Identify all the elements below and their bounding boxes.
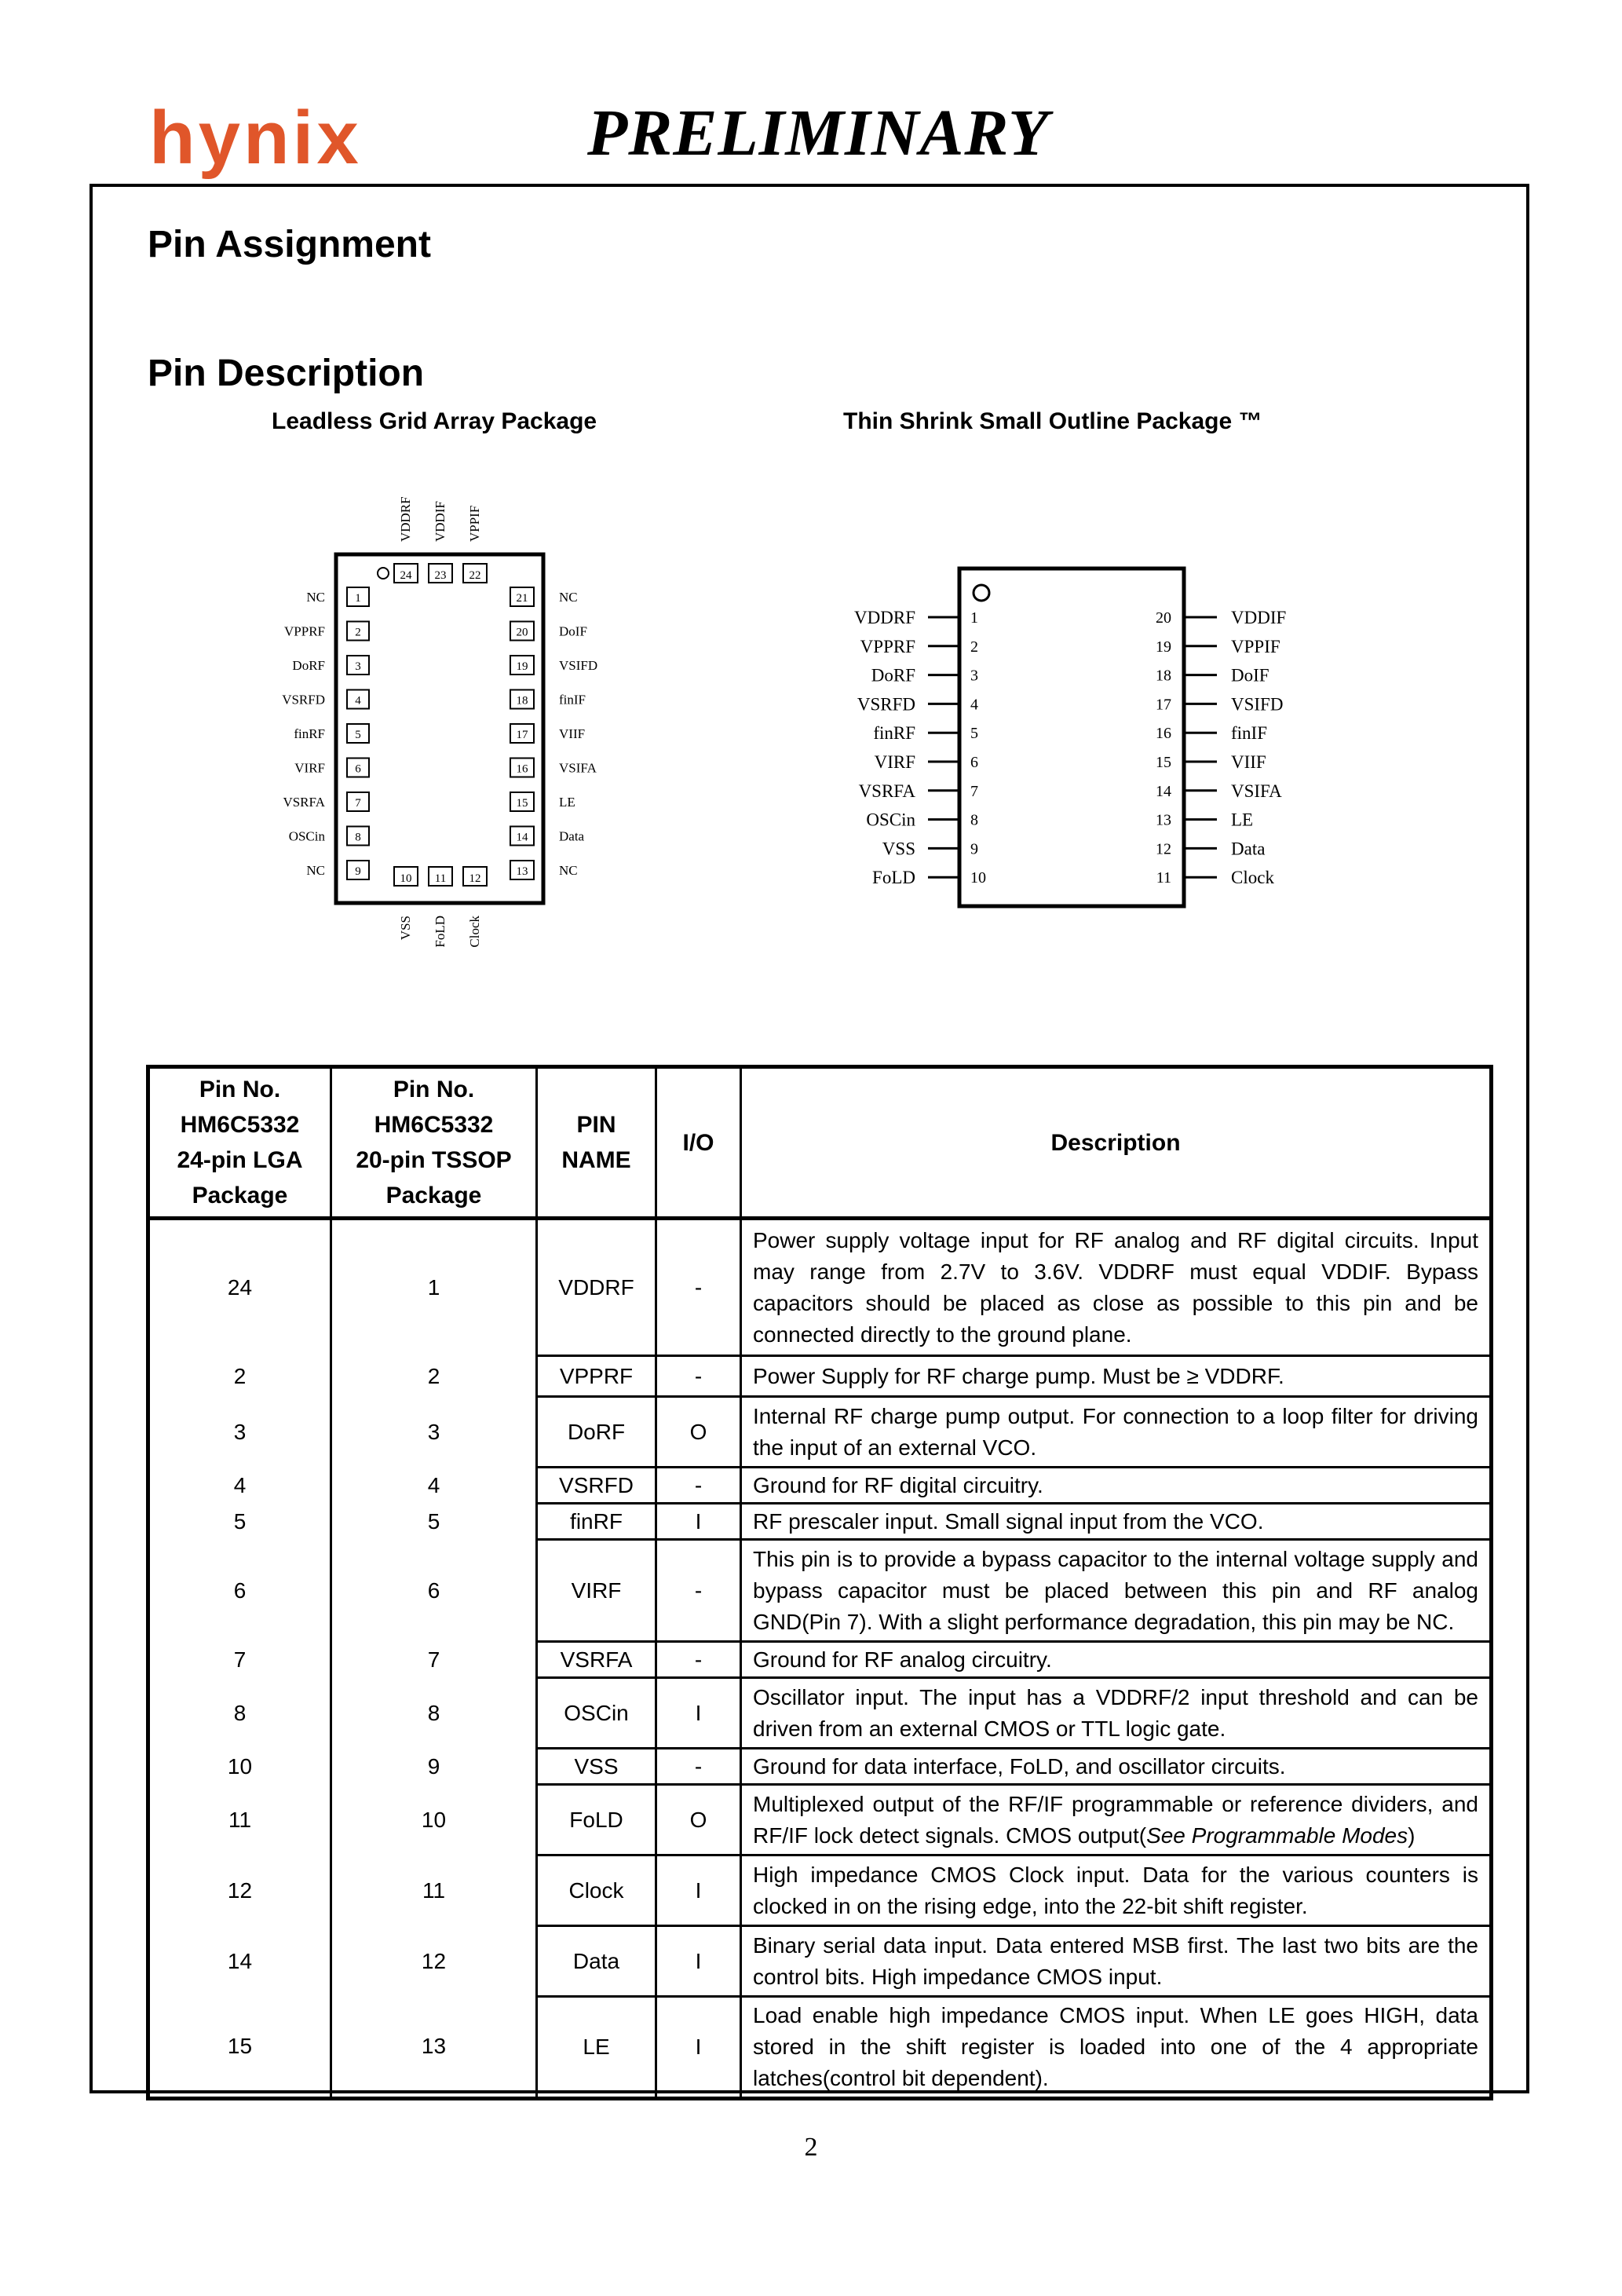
lga-pin-number: 14 <box>516 831 528 844</box>
lga-right-label: NC <box>559 590 578 605</box>
lga-right-label: VSIFA <box>559 760 597 776</box>
tssop-left-label: VPPRF <box>860 636 915 656</box>
table-row <box>148 1356 1492 1397</box>
pin-lga-cell: 10 <box>148 1749 331 1785</box>
pin-io-cell: O <box>656 1397 741 1468</box>
pin-tssop-cell: 12 <box>331 1926 537 1997</box>
tssop-pin-number: 5 <box>970 725 978 743</box>
lga-pin-number: 5 <box>355 729 361 741</box>
lga-top-label: VDDRF <box>398 496 413 542</box>
pin-lga-cell: 6 <box>148 1540 331 1642</box>
lga-left-label: finRF <box>294 726 325 741</box>
pin-description-cell: Ground for data interface, FoLD, and oscillator circuits. <box>741 1749 1492 1785</box>
lga-left-label: DoRF <box>292 658 325 673</box>
table-row <box>148 1749 1492 1785</box>
table-row <box>148 1219 1492 1356</box>
pin-lga-cell: 8 <box>148 1678 331 1749</box>
pin-io-cell: - <box>656 1749 741 1785</box>
tssop-pin-number: 19 <box>1156 638 1171 656</box>
lga-right-label: finIF <box>559 692 586 707</box>
pin-io-cell: I <box>656 1855 741 1926</box>
tssop-right-label: finIF <box>1231 723 1267 744</box>
tssop-left-label: finRF <box>873 723 915 744</box>
tssop-pin-number: 13 <box>1156 811 1171 829</box>
header-lga-pin: Pin No. HM6C5332 24-pin LGA Package <box>148 1067 331 1219</box>
header-io: I/O <box>656 1067 741 1219</box>
lga-pin-number: 1 <box>355 592 361 605</box>
lga-left-label: NC <box>306 590 325 605</box>
pin-lga-cell: 15 <box>148 1997 331 2099</box>
lga-right-label: NC <box>559 863 578 878</box>
pin-lga-cell: 12 <box>148 1855 331 1926</box>
tssop-right-label: VSIFA <box>1231 781 1282 801</box>
lga-package-title: Leadless Grid Array Package <box>272 408 597 434</box>
lga-left-label: VPPRF <box>284 623 325 639</box>
lga-pin-number: 17 <box>516 729 528 741</box>
tssop-left-label: VDDRF <box>854 608 915 627</box>
lga-right-label: Data <box>559 828 585 844</box>
lga-right-label: VSIFD <box>559 658 598 673</box>
pin-name-cell: VDDRF <box>537 1219 656 1356</box>
page-number: 2 <box>804 2133 818 2162</box>
pin-io-cell: I <box>656 1926 741 1997</box>
pin-tssop-cell: 9 <box>331 1749 537 1785</box>
pin-lga-cell: 11 <box>148 1785 331 1855</box>
lga-left-label: NC <box>306 863 325 878</box>
lga-right-label: LE <box>559 795 575 810</box>
lga-left-label: OSCin <box>288 828 325 844</box>
pin-io-cell: - <box>656 1356 741 1397</box>
tssop-left-label: VSRFD <box>857 694 915 715</box>
tssop-pin-number: 15 <box>1156 754 1171 771</box>
pin-description-heading: Pin Description <box>148 353 425 394</box>
pin-name-cell: LE <box>537 1997 656 2099</box>
tssop-pin-number: 8 <box>970 811 978 829</box>
lga-pin-number: 2 <box>355 626 361 639</box>
table-row <box>148 1997 1492 2099</box>
pin-name-cell: VPPRF <box>537 1356 656 1397</box>
pin-tssop-cell: 11 <box>331 1855 537 1926</box>
header-description: Description <box>741 1067 1492 1219</box>
tssop-package-title: Thin Shrink Small Outline Package ™ <box>843 408 1262 434</box>
pin-name-cell: DoRF <box>537 1397 656 1468</box>
lga-pin-number: 7 <box>355 797 361 810</box>
pin-lga-cell: 7 <box>148 1642 331 1678</box>
tssop-pin-number: 1 <box>970 609 978 627</box>
lga-bottom-label: VSS <box>398 916 413 941</box>
lga-pin-number: 23 <box>434 569 447 582</box>
lga-pin-number: 19 <box>516 660 528 673</box>
lga-pin-number: 3 <box>355 660 361 673</box>
tssop-left-label: FoLD <box>872 868 915 888</box>
pin-description-cell: Ground for RF analog circuitry. <box>741 1642 1492 1678</box>
hynix-logo: hynix <box>149 96 362 180</box>
lga-top-label: VPPIF <box>467 505 482 542</box>
tssop-pin-number: 3 <box>970 667 978 685</box>
pin-tssop-cell: 13 <box>331 1997 537 2099</box>
table-header-row <box>148 1067 1492 1219</box>
lga-pinout-diagram <box>251 471 612 974</box>
tssop-pinout-diagram <box>832 565 1335 927</box>
tssop-right-label: VDDIF <box>1231 608 1287 627</box>
pin-lga-cell: 3 <box>148 1397 331 1468</box>
pin-name-cell: FoLD <box>537 1785 656 1855</box>
lga-pin-number: 12 <box>469 872 481 885</box>
pin-description-cell: Internal RF charge pump output. For connection to a loop filter for driving the input of an external VCO. <box>741 1397 1492 1468</box>
pin-tssop-cell: 2 <box>331 1356 537 1397</box>
pin-description-cell: Power supply voltage input for RF analog and RF digital circuits. Input may range from 2.7V to 3.6V. VDDRF must equal VDDIF. Bypass capacitors should be placed as close as possible to this pin and be connected directly to the ground plane. <box>741 1219 1492 1356</box>
tssop-left-label: VSS <box>882 839 915 859</box>
pin-description-cell: Oscillator input. The input has a VDDRF/2 input threshold and can be driven from an external CMOS or TTL logic gate. <box>741 1678 1492 1749</box>
tssop-pin-number: 18 <box>1156 667 1171 685</box>
pin-description-cell: This pin is to provide a bypass capacitor to the internal voltage supply and bypass capacitor must be placed between this pin and RF analog GND(Pin 7). With a slight performance degradation, this pin may be NC. <box>741 1540 1492 1642</box>
lga-right-label: DoIF <box>559 623 587 639</box>
lga-pin-number: 22 <box>469 569 481 582</box>
pin-name-cell: Clock <box>537 1855 656 1926</box>
pin-tssop-cell: 8 <box>331 1678 537 1749</box>
tssop-left-label: OSCin <box>866 810 915 830</box>
tssop-pin-number: 9 <box>970 840 978 858</box>
lga-pin-number: 15 <box>516 797 528 810</box>
lga-pin-number: 16 <box>516 762 528 776</box>
tssop-pin-number: 12 <box>1156 840 1171 858</box>
pin-io-cell: I <box>656 1504 741 1540</box>
table-row <box>148 1642 1492 1678</box>
pin-description-cell: Multiplexed output of the RF/IF programmable or reference dividers, and RF/IF lock detect signals. CMOS output(See Programmable Modes) <box>741 1785 1492 1855</box>
lga-left-label: VIRF <box>294 760 325 776</box>
pin-name-cell: Data <box>537 1926 656 1997</box>
tssop-right-label: LE <box>1231 810 1254 830</box>
pin-lga-cell: 24 <box>148 1219 331 1356</box>
tssop-right-label: DoIF <box>1231 665 1269 686</box>
table-row <box>148 1926 1492 1997</box>
pin-lga-cell: 5 <box>148 1504 331 1540</box>
tssop-pin-number: 20 <box>1156 609 1171 627</box>
tssop-package-body <box>959 569 1184 906</box>
lga-pin-number: 10 <box>400 872 412 885</box>
lga-pin-number: 6 <box>355 762 361 776</box>
pin-assignment-heading: Pin Assignment <box>148 224 431 265</box>
pin-tssop-cell: 4 <box>331 1468 537 1504</box>
pin-name-cell: VSS <box>537 1749 656 1785</box>
tssop-pin-number: 6 <box>970 754 978 771</box>
lga-pin-number: 13 <box>516 865 528 878</box>
pin-description-cell: Power Supply for RF charge pump. Must be ≥ VDDRF. <box>741 1356 1492 1397</box>
tssop-pin-number: 7 <box>970 782 978 800</box>
lga-left-label: VSRFD <box>282 692 325 707</box>
tssop-pin-number: 14 <box>1156 782 1171 800</box>
tssop-pin-number: 10 <box>970 869 986 887</box>
pin-name-cell: finRF <box>537 1504 656 1540</box>
lga-pin-number: 21 <box>516 592 528 605</box>
pin-description-cell: Ground for RF digital circuitry. <box>741 1468 1492 1504</box>
tssop-pin-number: 4 <box>970 696 978 714</box>
lga-pin-number: 4 <box>355 694 361 707</box>
pin-name-cell: VIRF <box>537 1540 656 1642</box>
pin-tssop-cell: 3 <box>331 1397 537 1468</box>
pin-name-cell: VSRFD <box>537 1468 656 1504</box>
header-pin-name: PIN NAME <box>537 1067 656 1219</box>
lga-pin-number: 11 <box>434 872 447 885</box>
tssop-right-label: VPPIF <box>1231 636 1280 656</box>
pin-io-cell: O <box>656 1785 741 1855</box>
pin-tssop-cell: 6 <box>331 1540 537 1642</box>
pin-io-cell: - <box>656 1468 741 1504</box>
pin-description-table <box>146 1065 1493 2100</box>
tssop-right-label: Data <box>1231 839 1266 859</box>
pin-lga-cell: 2 <box>148 1356 331 1397</box>
pin-lga-cell: 4 <box>148 1468 331 1504</box>
pin-tssop-cell: 10 <box>331 1785 537 1855</box>
pin-io-cell: - <box>656 1540 741 1642</box>
preliminary-heading: PRELIMINARY <box>587 97 1050 170</box>
tssop-right-label: Clock <box>1231 868 1274 888</box>
tssop-pin-number: 11 <box>1156 869 1171 887</box>
tssop-left-label: VIRF <box>874 752 915 772</box>
header-tssop-pin: Pin No. HM6C5332 20-pin TSSOP Package <box>331 1067 537 1219</box>
pin-tssop-cell: 5 <box>331 1504 537 1540</box>
pin-io-cell: - <box>656 1219 741 1356</box>
table-row <box>148 1397 1492 1468</box>
lga-bottom-label: FoLD <box>433 916 448 948</box>
pin-name-cell: OSCin <box>537 1678 656 1749</box>
table-row <box>148 1855 1492 1926</box>
tssop-left-label: VSRFA <box>858 781 915 801</box>
pin-io-cell: - <box>656 1642 741 1678</box>
pin-description-cell: Binary serial data input. Data entered MSB first. The last two bits are the control bits. High impedance CMOS input. <box>741 1926 1492 1997</box>
pin-io-cell: I <box>656 1997 741 2099</box>
pin-lga-cell: 14 <box>148 1926 331 1997</box>
tssop-left-label: DoRF <box>871 665 915 686</box>
lga-pin-number: 9 <box>355 865 361 878</box>
tssop-right-label: VIIF <box>1231 752 1266 772</box>
pin-description-cell: High impedance CMOS Clock input. Data for the various counters is clocked in on the rising edge, into the 22-bit shift register. <box>741 1855 1492 1926</box>
lga-pin-number: 8 <box>355 831 361 844</box>
pin-description-cell: RF prescaler input. Small signal input from the VCO. <box>741 1504 1492 1540</box>
lga-pin-number: 24 <box>400 569 412 582</box>
table-row <box>148 1678 1492 1749</box>
pin-name-cell: VSRFA <box>537 1642 656 1678</box>
lga-bottom-label: Clock <box>467 916 482 948</box>
tssop-pin-number: 2 <box>970 638 978 656</box>
pin-tssop-cell: 7 <box>331 1642 537 1678</box>
lga-right-label: VIIF <box>559 726 586 741</box>
table-row <box>148 1504 1492 1540</box>
lga-pin-number: 20 <box>516 626 528 639</box>
table-row <box>148 1540 1492 1642</box>
pin-io-cell: I <box>656 1678 741 1749</box>
table-row <box>148 1785 1492 1855</box>
lga-left-label: VSRFA <box>283 795 325 810</box>
lga-top-label: VDDIF <box>433 501 448 542</box>
tssop-pin-number: 16 <box>1156 725 1171 743</box>
lga-pin-number: 18 <box>516 694 528 707</box>
table-row <box>148 1468 1492 1504</box>
tssop-pin-number: 17 <box>1156 696 1171 714</box>
pin-description-cell: Load enable high impedance CMOS input. When LE goes HIGH, data stored in the shift register is loaded into one of the 4 appropriate latches(control bit dependent). <box>741 1997 1492 2099</box>
tssop-right-label: VSIFD <box>1231 694 1284 715</box>
pin-tssop-cell: 1 <box>331 1219 537 1356</box>
